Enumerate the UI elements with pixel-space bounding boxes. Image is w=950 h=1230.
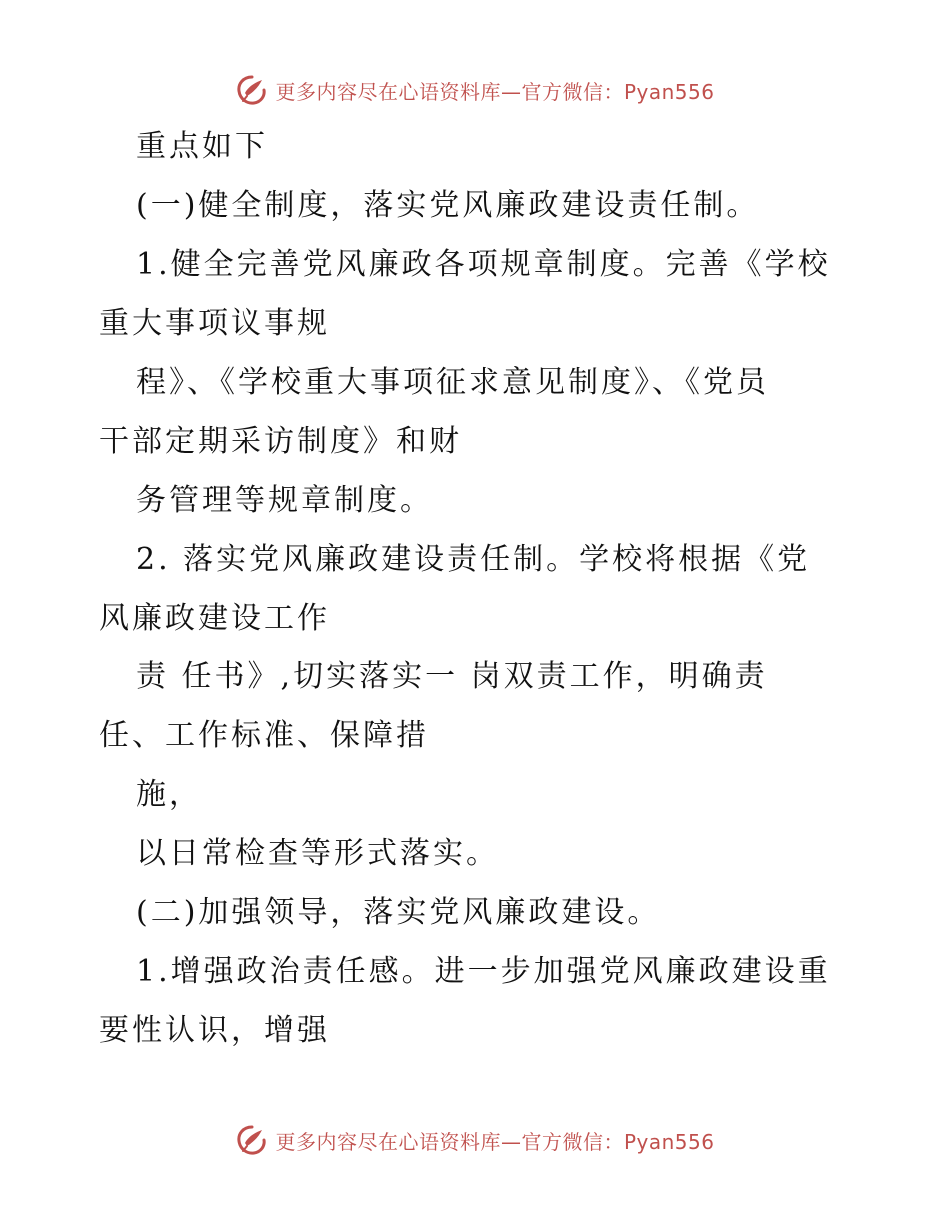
text-line: 2. 落实党风廉政建设责任制。学校将根据《党 — [136, 542, 811, 577]
text-line: 1.健全完善党风廉政各项规章制度。完善《学校 — [136, 247, 831, 282]
text-line: 责 任书》,切实落实一 岗双责工作，明确责 — [136, 659, 768, 694]
watermark-text: 更多内容尽在心语资料库—官方微信：Pyan556 — [275, 1129, 715, 1154]
text-line: 干部定期采访制度》和财 — [99, 424, 462, 459]
quill-swirl-logo-icon — [235, 1123, 269, 1157]
footer-watermark — [0, 1120, 950, 1160]
text-line: 程》、《学校重大事项征求意见制度》、《党员 — [136, 365, 769, 400]
text-line: 任、工作标准、保障措 — [99, 718, 429, 753]
text-line: 要性认识，增强 — [99, 1013, 330, 1048]
text-line: 施， — [136, 777, 202, 812]
text-line: 风廉政建设工作 — [99, 601, 330, 636]
text-line: 重大事项议事规 — [99, 306, 330, 341]
text-line: (一)健全制度，落实党风廉政建设责任制。 — [136, 188, 760, 223]
watermark-text: 更多内容尽在心语资料库—官方微信：Pyan556 — [275, 79, 715, 104]
header-watermark — [0, 70, 950, 110]
text-line: 以日常检查等形式落实。 — [136, 836, 499, 871]
text-line: 重点如下 — [136, 129, 268, 164]
quill-swirl-logo-icon — [235, 73, 269, 107]
text-line: 务管理等规章制度。 — [136, 483, 433, 518]
text-line: (二)加强领导，落实党风廉政建设。 — [136, 895, 661, 930]
text-line: 1.增强政治责任感。进一步加强党风廉政建设重 — [136, 954, 831, 989]
